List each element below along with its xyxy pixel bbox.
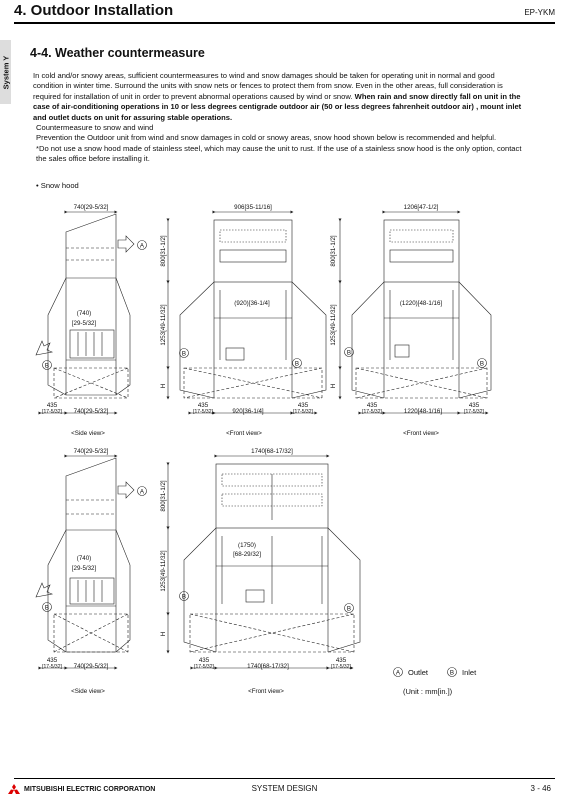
side1-base-left: 435 xyxy=(46,402,58,409)
front3-base-left-in: [17-5/32] xyxy=(194,664,214,670)
front2-top-dim: 1206[47-1/2] xyxy=(403,204,439,211)
front1-base-right: 435 xyxy=(297,402,309,409)
front-view-2 xyxy=(330,204,491,437)
label-b-side1: B xyxy=(44,362,50,370)
legend-a-symbol: A xyxy=(395,669,401,677)
front3-inner-dim-in: [68-29/32] xyxy=(233,551,261,558)
front1-base-center: 920[36-1/4] xyxy=(232,408,264,415)
front3-base-left: 435 xyxy=(198,657,210,664)
snow-hood-bullet: • Snow hood xyxy=(36,181,79,190)
legend-unit: (Unit : mm[in.]) xyxy=(403,687,453,696)
legend-inlet: Inlet xyxy=(462,668,477,677)
label-b-front3-left: B xyxy=(181,593,187,601)
front-view-3 xyxy=(160,448,360,695)
legend-b-symbol: B xyxy=(449,669,455,677)
side1-base-right: 740[29-5/32] xyxy=(73,408,109,415)
footer-section: SYSTEM DESIGN xyxy=(251,784,318,793)
label-a-side1: A xyxy=(139,242,145,250)
front1-base-right-in: [17-5/32] xyxy=(293,409,313,415)
front1-base-left: 435 xyxy=(197,402,209,409)
legend-outlet: Outlet xyxy=(408,668,429,677)
front3-base-center: 1740[68-17/32] xyxy=(247,663,289,670)
side1-base-left-in: [17-5/32] xyxy=(42,409,62,415)
front2-vert-h: H xyxy=(330,383,337,389)
front1-base-left-in: [17-5/32] xyxy=(193,409,213,415)
side1-inner-dim-in: [29-5/32] xyxy=(71,320,97,327)
label-b-front2-left: B xyxy=(346,349,352,357)
front1-vert-top: 800[31-1/2] xyxy=(160,235,167,267)
paragraph-heading: Countermeasure to snow and wind xyxy=(36,123,154,133)
company-name: MITSUBISHI ELECTRIC CORPORATION xyxy=(24,786,156,793)
front2-base-center: 1220[48-1/16] xyxy=(403,408,443,415)
page-title: 4. Outdoor Installation xyxy=(14,2,174,19)
side-tab-label: System Y xyxy=(1,55,11,89)
intro-text: In cold and/or snowy areas, sufficient countermeasures to wind and snow damages should be taken for operating unit in normal and good condition in winter time. Surround the units with snow nets or fences to protect them from snow. Even in the other areas, full consideration is required for installation of unit in order to prevent abnormal operations caused by wind or snow. xyxy=(33,71,503,101)
front2-base-right: 435 xyxy=(468,402,480,409)
label-b-front3-right: B xyxy=(346,605,352,613)
label-b-front1-left: B xyxy=(181,350,187,358)
side1-inner-dim: (740) xyxy=(76,310,92,317)
intro-bold-text: When rain and snow directly fall on unit in the case of air-conditioning operations in 10 or less degrees centigrade outdoor air (50 or less degrees fahrenheit outdoor air) , mount inlet and outlet ducts on unit for assuring stable operations. xyxy=(33,91,522,122)
side2-inner-dim-in: [29-5/32] xyxy=(71,565,97,572)
front3-vert-h: H xyxy=(160,631,167,637)
side2-base-left-in: [17-5/32] xyxy=(42,664,62,670)
front2-vert-top: 800[31-1/2] xyxy=(330,235,337,267)
front2-base-left-in: [17-5/32] xyxy=(362,409,382,415)
front3-caption: <Front view> xyxy=(248,688,284,695)
front3-vert-top: 800[31-1/2] xyxy=(160,480,167,512)
label-b-side2: B xyxy=(44,604,50,612)
side2-caption: <Side view> xyxy=(71,688,105,695)
paragraph-caution: *Do not use a snow hood made of stainless steel, which may cause the unit to rust. If the use of a stainless snow hood is the only option, contact the sales office before installing it. xyxy=(36,143,522,164)
side1-caption: <Side view> xyxy=(71,430,105,437)
front3-top-dim: 1740[68-17/32] xyxy=(251,448,293,455)
front1-vert-mid: 1253[49-11/32] xyxy=(160,304,167,346)
front2-base-right-in: [17-5/32] xyxy=(464,409,484,415)
side-view-1 xyxy=(36,204,147,437)
front-view-1 xyxy=(160,204,326,437)
front3-base-right: 435 xyxy=(335,657,347,664)
front3-inner-dim: (1750) xyxy=(238,542,256,549)
paragraph-prevention: Prevention the Outdoor unit from wind and snow damages in cold or snowy areas, snow hood shown below is recommended and helpful. xyxy=(36,133,497,143)
side2-inner-dim: (740) xyxy=(76,555,92,562)
model-code: EP-YKM xyxy=(524,8,555,17)
front2-inner-dim: (1220)[48-1/16] xyxy=(399,300,443,307)
side2-base-right: 740[29-5/32] xyxy=(73,663,109,670)
side2-base-left: 435 xyxy=(46,657,58,664)
legend xyxy=(394,668,478,697)
front3-vert-mid: 1253[49-11/32] xyxy=(160,550,167,592)
front1-top-dim: 906[35-11/16] xyxy=(234,204,272,211)
label-a-side2: A xyxy=(139,488,145,496)
front2-caption: <Front view> xyxy=(403,430,439,437)
front1-inner-dim: (920)[36-1/4] xyxy=(234,300,270,307)
front2-vert-mid: 1253[49-11/32] xyxy=(330,304,337,346)
label-b-front2-right: B xyxy=(479,360,485,368)
front1-vert-h: H xyxy=(160,383,167,389)
front1-caption: <Front view> xyxy=(226,430,262,437)
side-view-2 xyxy=(36,448,147,695)
side2-top-dim: 740[29-5/32] xyxy=(73,448,109,455)
front2-base-left: 435 xyxy=(366,402,378,409)
side1-top-dim: 740[29-5/32] xyxy=(73,204,109,211)
label-b-front1-right: B xyxy=(294,360,300,368)
footer-divider xyxy=(14,778,555,779)
page-number: 3 - 46 xyxy=(530,784,551,793)
front3-base-right-in: [17-5/32] xyxy=(331,664,351,670)
section-title: 4-4. Weather countermeasure xyxy=(30,46,205,60)
